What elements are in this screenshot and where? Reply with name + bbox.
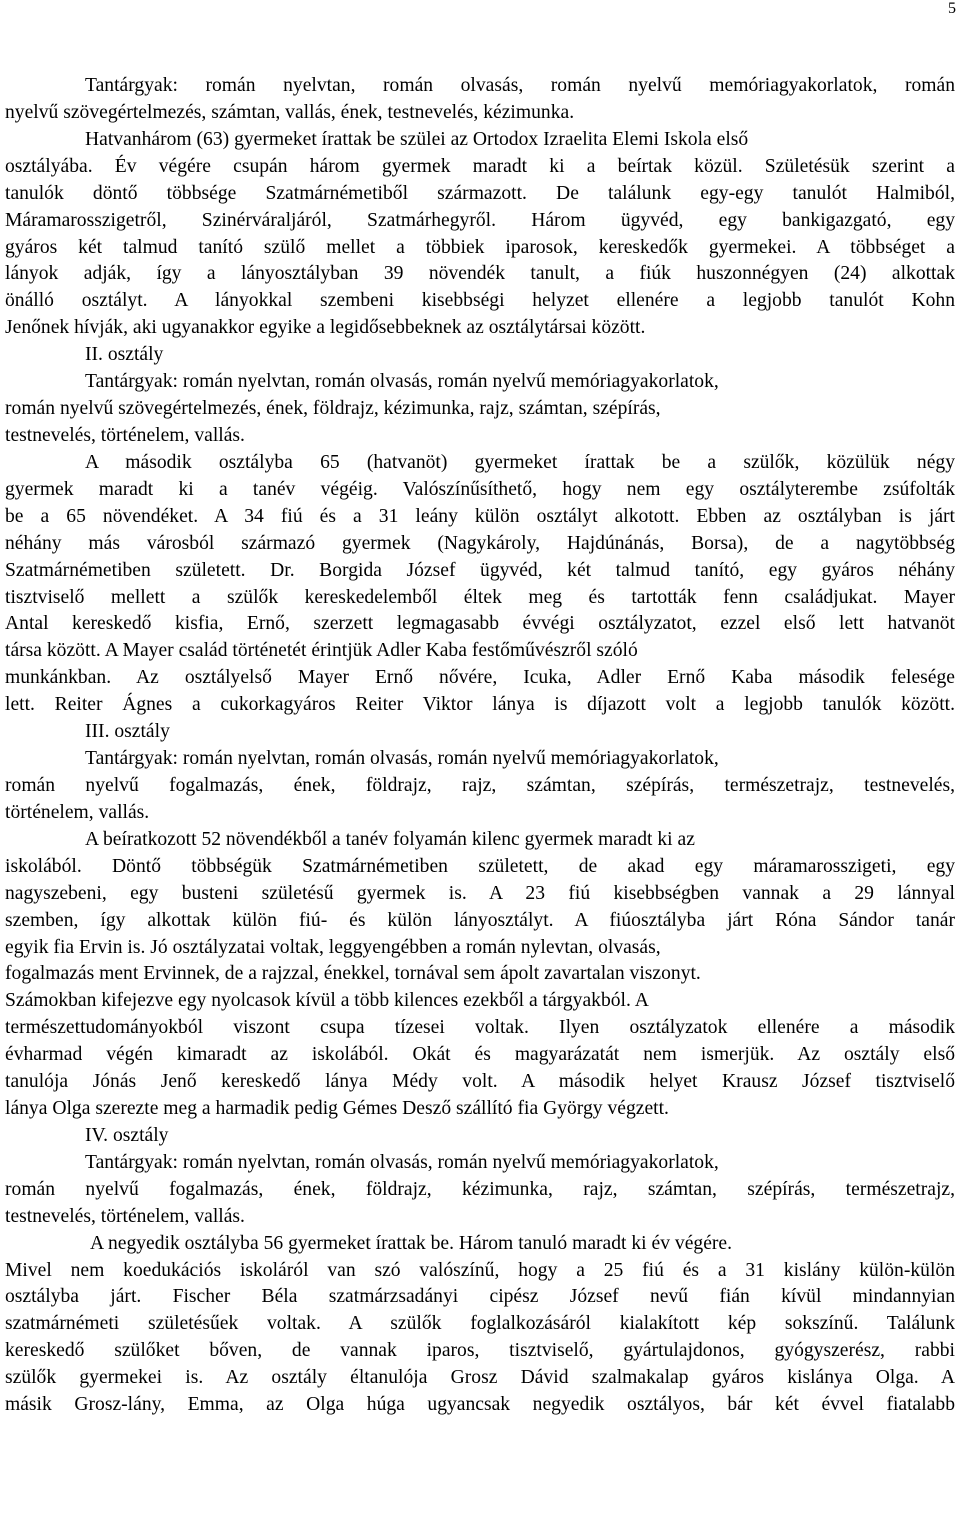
- text-line: Számokban kifejezve egy nyolcasok kívül a több kilences ezekből a tárgyakból. A: [5, 990, 649, 1012]
- text-line: önálló osztályt. A lányokkal szembeni kisebbségi helyzet ellenére a legjobb tanulót Kohn: [5, 290, 955, 312]
- text-line: Tantárgyak: román nyelvtan, román olvasás, román nyelvű memóriagyakorlatok, román: [85, 75, 955, 96]
- text-line: román nyelvű szövegértelmezés, ének, földrajz, kézimunka, rajz, számtan, szépírás,: [5, 398, 661, 420]
- text-line: természettudományokból viszont csupa tízesei voltak. Ilyen osztályzatok ellenére a második: [5, 1017, 955, 1039]
- text-line: történelem, vallás.: [5, 801, 150, 823]
- text-line: nyelvű szövegértelmezés, számtan, vallás, ének, testnevelés, kézimunka.: [5, 101, 575, 123]
- text-line: tisztviselő mellett a szülők kereskedelemből éltek meg és tartották fenn családjukat. Mayer: [5, 586, 955, 608]
- text-line: munkánkban. Az osztályelső Mayer Ernő nővére, Icuka, Adler Ernő Kaba második felesége: [5, 667, 955, 689]
- text-line: Tantárgyak: román nyelvtan, román olvasás, román nyelvű memóriagyakorlatok,: [85, 748, 719, 770]
- text-line: tanulója Jónás Jenő kereskedő lánya Médy volt. A második helyet Krausz József tisztviselő: [5, 1071, 955, 1093]
- text-line: nagyszebeni, egy busteni születésű gyermek is. A 23 fiú kisebbségben vannak a 29 lánnyal: [5, 882, 955, 904]
- text-line: szülők gyermekei is. Az osztály éltanulója Grosz Dávid szalmakalap gyáros kislánya Olga. A: [5, 1367, 955, 1389]
- text-line: III. osztály: [85, 721, 170, 743]
- document-body: [5, 73, 955, 1419]
- text-line: gyermek maradt ki a tanév végéig. Valószínűsíthető, hogy nem egy osztályterembe zsúfolták: [5, 478, 955, 500]
- text-line: lánya Olga szerezte meg a harmadik pedig Gémes Desző szállító fia György végzett.: [5, 1098, 669, 1120]
- text-line: gyáros két talmud tanító szülő mellet a többiek iparosok, kereskedők gyermekei. A többséget a: [5, 236, 955, 258]
- text-line: kereskedő szülőket bőven, de vannak iparos, tisztviselő, gyártulajdonos, gyógyszerész, rabbi: [5, 1340, 955, 1362]
- text-line: Mivel nem koedukációs iskoláról van szó valószínű, hogy a 25 fiú és a 31 kislány külön-külön: [5, 1259, 955, 1281]
- text-line: néhány más városból származó gyermek (Nagykároly, Hajdúnánás, Borsa), de a nagytöbbség: [5, 532, 955, 554]
- text-line: be a 65 növendéket. A 34 fiú és a 31 leány külön osztályt alkotott. Ebben az osztályban is járt: [5, 505, 955, 527]
- text-line: Tantárgyak: román nyelvtan, román olvasás, román nyelvű memóriagyakorlatok,: [85, 1151, 719, 1173]
- text-line: román nyelvű fogalmazás, ének, földrajz, rajz, számtan, szépírás, természetrajz, testnevelés,: [5, 774, 955, 796]
- text-line: fogalmazás ment Ervinnek, de a rajzzal, énekkel, tornával sem ápolt zavartalan viszonyt.: [5, 963, 701, 985]
- text-line: Máramarosszigetről, Szinérváraljáról, Szatmárhegyről. Három ügyvéd, egy bankigazgató, egy: [5, 209, 955, 231]
- text-line: másik Grosz-lány, Emma, az Olga húga ugyancsak negyedik osztályos, bár két évvel fiatalabb: [5, 1394, 955, 1416]
- text-line: szemben, így alkottak külön fiú- és külön lányosztályt. A fiúosztályba járt Róna Sándor tanár: [5, 909, 955, 931]
- text-line: szatmárnémeti születésűek voltak. A szülők foglalkozásáról kialakított kép sokszínű. Találunk: [5, 1313, 955, 1335]
- page-number: 5: [948, 0, 956, 17]
- text-line: lányok adják, így a lányosztályban 39 növendék tanult, a fiúk huszonnégyen (24) alkottak: [5, 263, 955, 285]
- text-line: II. osztály: [85, 344, 164, 366]
- text-line: osztályba járt. Fischer Béla szatmárzsadányi cipész József nevű fián kívül mindannyian: [5, 1286, 955, 1308]
- text-line: Antal kereskedő kisfia, Ernő, szerzett legmagasabb évvégi osztályzatot, ezzel első lett hatvanöt: [5, 613, 955, 635]
- text-line: Hatvanhárom (63) gyermeket írattak be szülei az Ortodox Izraelita Elemi Iskola első: [85, 128, 749, 150]
- text-line: A negyedik osztályba 56 gyermeket írattak be. Három tanuló maradt ki év végére.: [90, 1232, 733, 1254]
- text-line: IV. osztály: [85, 1124, 169, 1146]
- text-line: tanulók döntő többsége Szatmárnémetiből származott. De találunk egy-egy tanulót Halmiból,: [5, 182, 955, 204]
- text-line: Szatmárnémetiben született. Dr. Borgida József ügyvéd, két talmud tanító, egy gyáros néhány: [5, 559, 955, 581]
- text-line: Tantárgyak: román nyelvtan, román olvasás, román nyelvű memóriagyakorlatok,: [85, 371, 719, 393]
- text-line: román nyelvű fogalmazás, ének, földrajz, kézimunka, rajz, számtan, szépírás, természetrajz,: [5, 1178, 955, 1200]
- text-line: évharmad végén kimaradt az iskolából. Okát és magyarázatát nem ismerjük. Az osztály első: [5, 1044, 955, 1066]
- text-line: társa között. A Mayer család történetét érintjük Adler Kaba festőművészről szóló: [5, 640, 638, 662]
- text-line: iskolából. Döntő többségük Szatmárnémetiben született, de akad egy máramarosszigeti, egy: [5, 855, 955, 877]
- text-line: A második osztályba 65 (hatvanöt) gyermeket írattak be a szülők, közülük négy: [85, 451, 955, 473]
- text-line: testnevelés, történelem, vallás.: [5, 424, 245, 446]
- text-line: testnevelés, történelem, vallás.: [5, 1205, 245, 1227]
- text-line: lett. Reiter Ágnes a cukorkagyáros Reiter Viktor lánya is díjazott volt a legjobb tanulók között.: [5, 694, 955, 716]
- text-line: egyik fia Ervin is. Jó osztályzatai voltak, leggyengébben a román nylevtan, olvasás,: [5, 936, 661, 958]
- text-line: Jenőnek hívják, aki ugyanakkor egyike a legidősebbeknek az osztálytársai között.: [5, 317, 646, 339]
- text-line: osztályába. Év végére csupán három gyermek maradt ki a beírtak közül. Születésük szerint a: [5, 155, 955, 177]
- text-line: A beíratkozott 52 növendékből a tanév folyamán kilenc gyermek maradt ki az: [85, 828, 695, 850]
